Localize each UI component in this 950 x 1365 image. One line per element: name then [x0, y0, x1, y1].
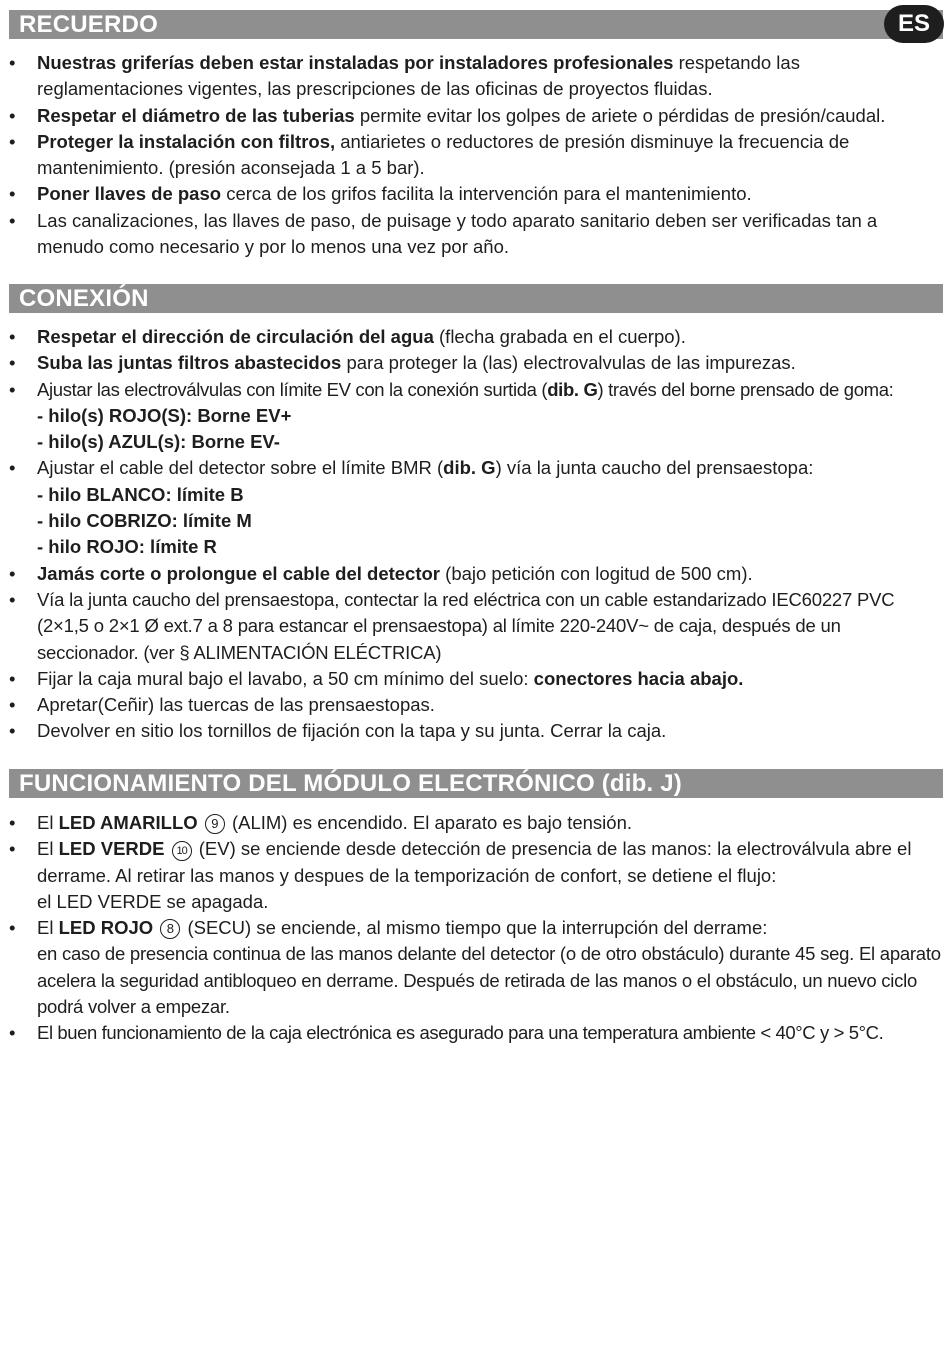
list-item [0, 350, 950, 376]
item-text-segment [37, 379, 893, 400]
section-title: RECUERDO [19, 11, 158, 38]
item-text: Las canalizaciones, las llaves de paso, de puisage y todo aparato sanitario deben ser verificadas tan a menudo como necesario y por lo menos una vez por año. [37, 209, 878, 258]
item-text: (flecha grabada en el cuerpo). [433, 326, 686, 347]
list-item [0, 836, 950, 915]
item-text: El buen funcionamiento de la caja electrónica es asegurado para una temperatura ambiente < 40°C y > 5°C. [37, 1022, 884, 1044]
item-text: (bajo petición con logitud de 500 cm). [440, 562, 753, 584]
item-text: Ajustar el cable del detector sobre el límite BMR ( [37, 457, 444, 479]
list-item [0, 692, 950, 718]
language-badge: ES [884, 5, 944, 43]
item-bold-text: Jamás corte o prolongue el cable del detector [37, 562, 441, 584]
bullet: • [9, 588, 16, 610]
bullet: • [9, 52, 16, 73]
callout-number-icon: 9 [205, 814, 225, 834]
item-bold-text: dib. G [547, 378, 598, 400]
item-bold-text: Respetar el diámetro de las tuberias [37, 104, 355, 126]
list-item [0, 324, 950, 350]
bullet: • [9, 326, 16, 347]
bullet: • [9, 694, 16, 716]
bullet: • [9, 457, 16, 479]
list-item [0, 181, 950, 207]
section-header-funcionamiento [9, 769, 943, 798]
bullet: • [9, 209, 16, 231]
item-text: Vía la junta caucho del prensaestopa, contectar la red eléctrica con un cable estandarizado IEC60227 PVC (2×1,5 o 2×1 Ø ext.7 a 8 para estancar el prensaestopa) al límite 220-240V~ de caja, después de un seccionador. (ver § ALIMENTACIÓN ELÉCTRICA) [37, 588, 895, 663]
item-bold-text: Poner llaves de paso [37, 183, 222, 205]
bullet: • [9, 378, 16, 400]
item-text: (ALIM) es encendido. El aparato es bajo tensión. [226, 812, 632, 833]
item-bold-text: dib. G [443, 457, 496, 479]
led-rojo-label: LED ROJO [58, 917, 154, 939]
item-text: respetando las reglamentaciones vigentes, las prescripciones de las oficinas de proyectos fluidas. [37, 52, 800, 100]
item-text: El [37, 838, 59, 860]
section-title: CONEXIÓN [19, 285, 149, 312]
item-text-line: en caso de presencia continua de las manos delante del detector (o de otro obstáculo) durante 45 seg. El aparato acelera la seguridad antibloqueo en derrame. Después de retirada de las manos o el obstáculo, un nuevo ciclo podrá volver a empezar. [37, 943, 941, 1018]
list-item [0, 718, 950, 744]
list-item [0, 103, 950, 129]
wire-spec: - hilo(s) ROJO(S): Borne EV+ [37, 404, 292, 426]
item-bold-text: Respetar el dirección de circulación del agua [37, 326, 434, 347]
conexion-list [0, 324, 950, 745]
wire-spec: - hilo ROJO: límite R [37, 536, 217, 558]
recuerdo-list [0, 50, 950, 260]
item-text: Fijar la caja mural bajo el lavabo, a 50 cm mínimo del suelo: [37, 667, 534, 689]
bullet: • [9, 720, 16, 742]
item-text: Ajustar las electroválvulas con límite EV con la conexión surtida ( [37, 378, 548, 400]
item-text: El [37, 917, 59, 939]
section-header-conexion [9, 284, 943, 313]
list-item [0, 129, 950, 182]
item-text-line: el LED VERDE se apagada. [37, 890, 269, 912]
item-text: El [37, 812, 59, 833]
section-header-recuerdo [9, 10, 943, 39]
item-text: permite evitar los golpes de ariete o pérdidas de presión/caudal. [354, 104, 886, 126]
item-text: Apretar(Ceñir) las tuercas de las prensaestopas. [37, 694, 435, 716]
item-bold-text: Suba las juntas filtros abastecidos [37, 352, 342, 374]
bullet: • [9, 104, 16, 126]
item-bold-text: Nuestras griferías deben estar instaladas por instaladores profesionales [37, 52, 674, 73]
item-text: para proteger la (las) electrovalvulas de las impurezas. [341, 352, 796, 374]
led-amarillo-label: LED AMARILLO [58, 812, 198, 833]
item-text: cerca de los grifos facilita la intervención para el mantenimiento. [221, 183, 752, 205]
list-item [0, 666, 950, 692]
item-text: (SECU) se enciende, al mismo tiempo que la interrupción del derrame: [182, 917, 768, 939]
list-item [0, 561, 950, 587]
list-item [0, 810, 950, 836]
bullet: • [9, 838, 16, 860]
funcionamiento-list [0, 810, 950, 1047]
bullet: • [9, 812, 16, 833]
item-text: antiarietes o reductores de presión disminuye la frecuencia de mantenimiento. (presión aconsejada 1 a 5 bar). [37, 130, 850, 179]
list-item [0, 587, 950, 666]
wire-spec: - hilo COBRIZO: límite M [37, 510, 252, 532]
bullet: • [9, 562, 16, 584]
bullet: • [9, 130, 16, 152]
item-bold-text: Proteger la instalación con filtros, [37, 130, 336, 152]
item-text: ) través del borne prensado de goma: [597, 378, 894, 400]
bullet: • [9, 917, 16, 939]
list-item [0, 208, 950, 261]
list-item [0, 915, 950, 1020]
list-item [0, 455, 950, 560]
wire-spec: - hilo BLANCO: límite B [37, 483, 244, 505]
callout-number-icon: 10 [172, 841, 192, 861]
list-item [0, 377, 950, 456]
list-item [0, 50, 950, 103]
callout-number-icon: 8 [160, 919, 180, 939]
item-text: Devolver en sitio los tornillos de fijación con la tapa y su junta. Cerrar la caja. [37, 720, 667, 742]
bullet: • [9, 183, 16, 205]
item-text: ) vía la junta caucho del prensaestopa: [495, 457, 814, 479]
led-verde-label: LED VERDE [58, 838, 165, 860]
section-title: FUNCIONAMIENTO DEL MÓDULO ELECTRÓNICO (dib. J) [19, 770, 682, 797]
list-item [0, 1020, 950, 1046]
bullet: • [9, 352, 16, 374]
item-bold-text: conectores hacia abajo. [533, 667, 744, 689]
item-text: (EV) se enciende desde detección de presencia de las manos: la electroválvula abre el derrame. Al retirar las manos y despues de la temporización de confort, se detiene el flujo: [37, 838, 912, 886]
bullet: • [9, 1022, 16, 1044]
wire-spec: - hilo(s) AZUL(s): Borne EV- [37, 431, 280, 453]
bullet: • [9, 667, 16, 689]
